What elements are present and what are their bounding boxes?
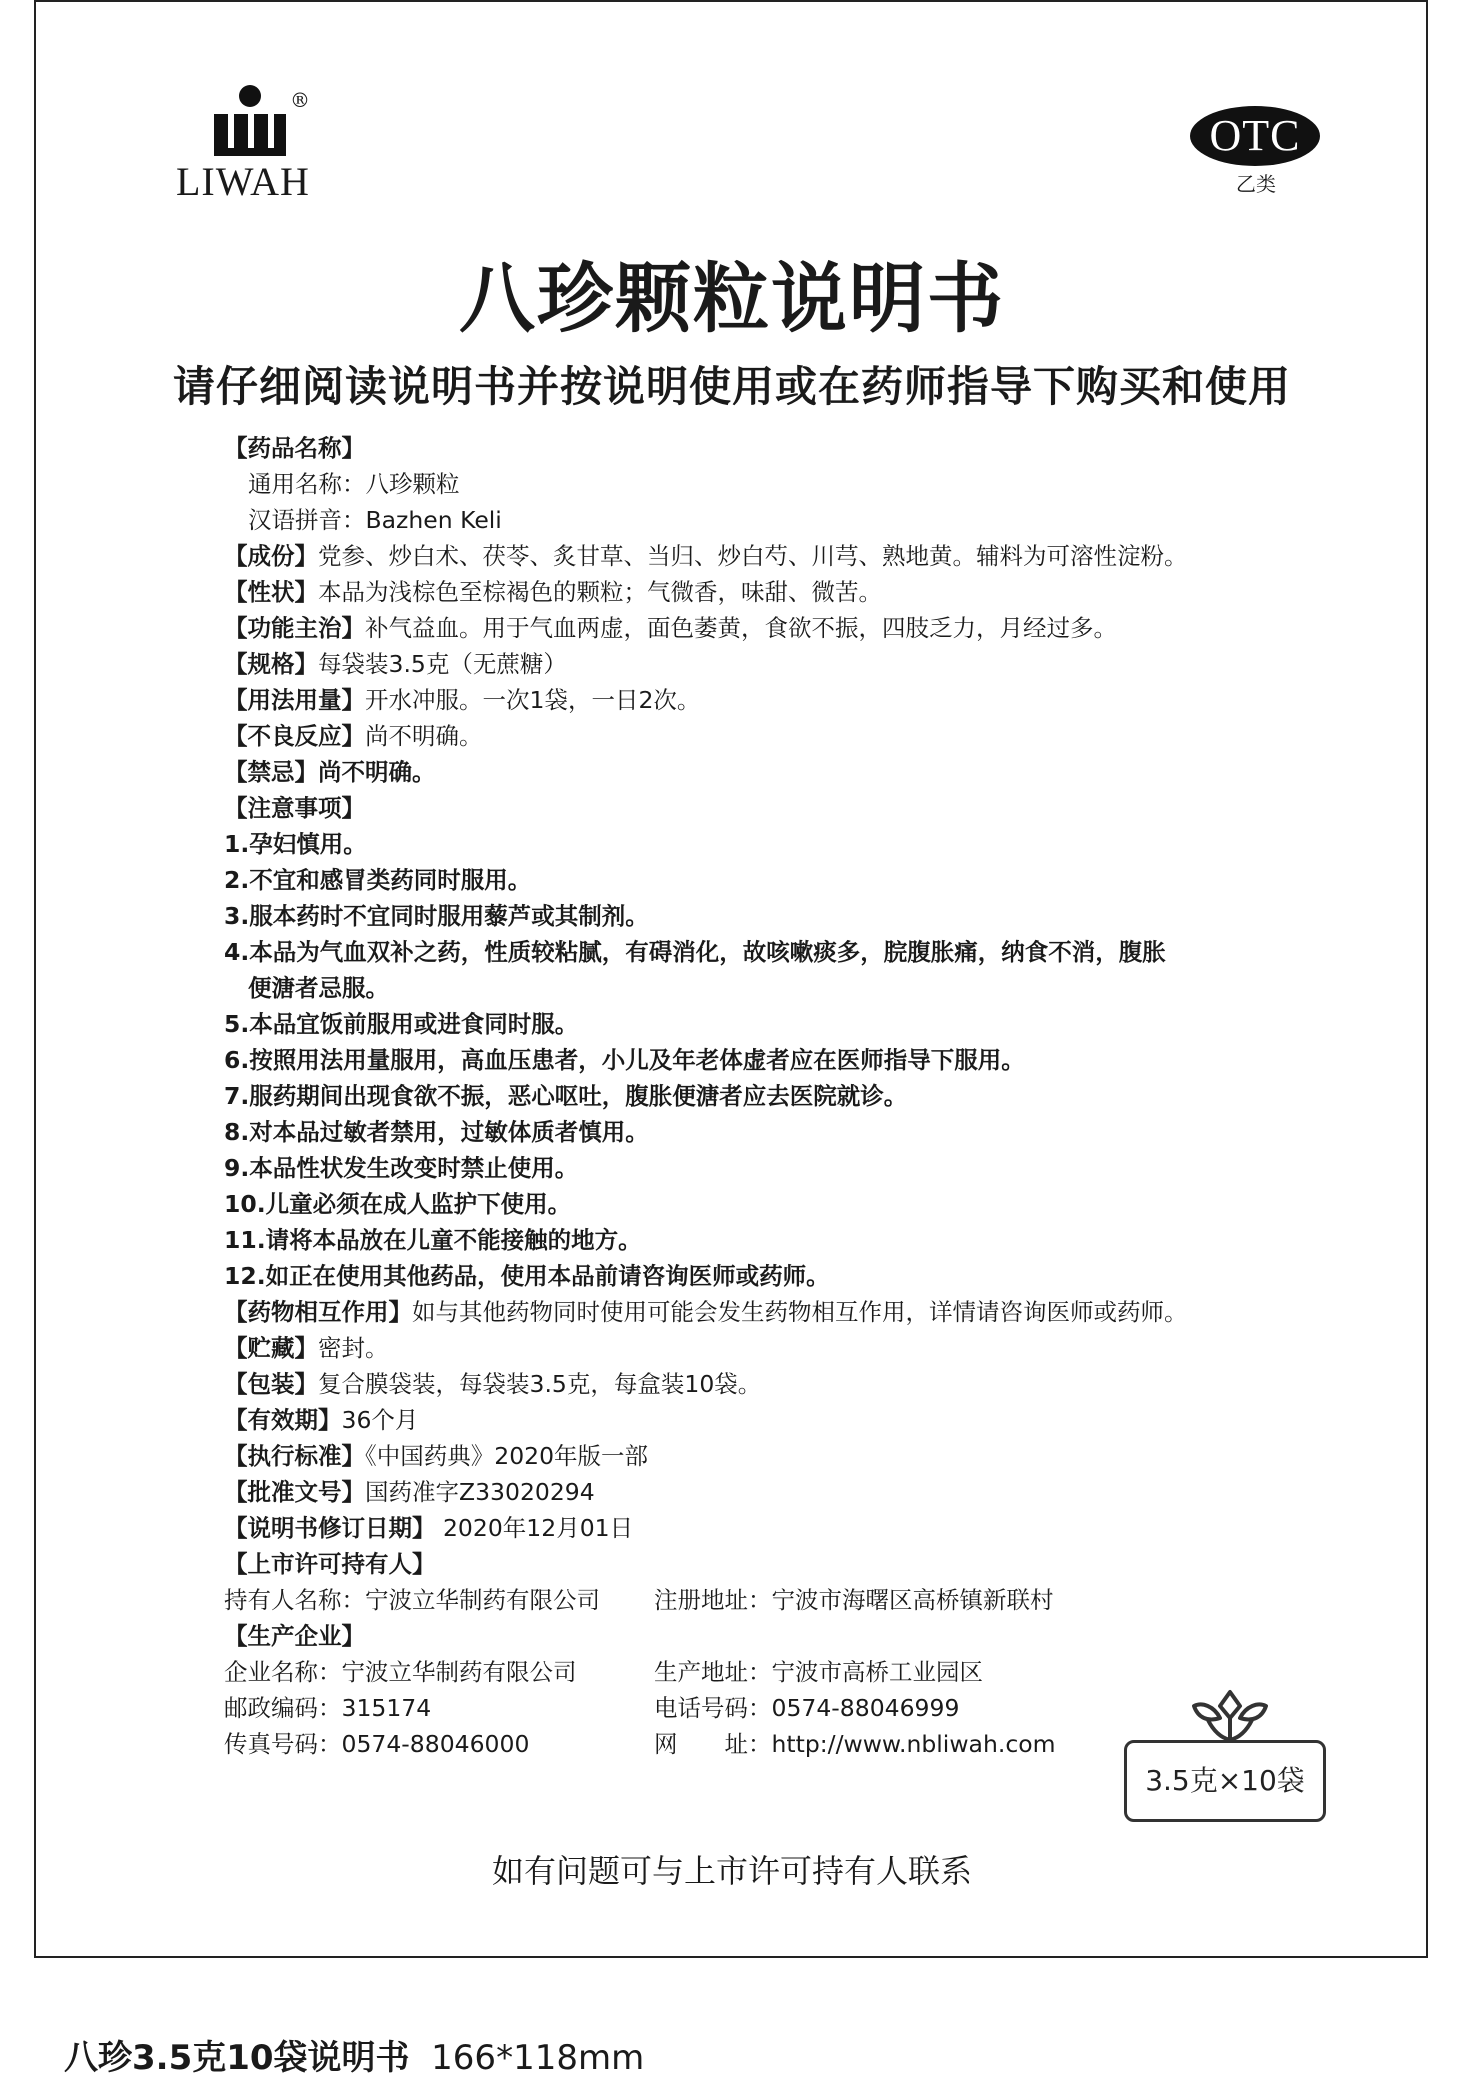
- holder-row: [224, 1582, 1264, 1618]
- generic-name: [224, 466, 1264, 502]
- ingredients-label: 【成份】: [224, 542, 318, 570]
- holder-address: 注册地址：宁波市海曙区高桥镇新联村: [654, 1586, 1054, 1614]
- fax: 传真号码：0574-88046000: [224, 1730, 530, 1758]
- standard: [224, 1438, 1264, 1474]
- precaution-item: 8.对本品过敏者禁用，过敏体质者慎用。: [224, 1118, 649, 1146]
- otc-label: OTC: [1190, 106, 1320, 166]
- dosage-label: 【用法用量】: [224, 686, 365, 714]
- specification: [224, 646, 1264, 682]
- pinyin-value: Bazhen Keli: [365, 506, 502, 534]
- otc-class: 乙类: [1236, 172, 1276, 196]
- precaution-item: 7.服药期间出现食欲不振，恶心呕吐，腹胀便溏者应去医院就诊。: [224, 1082, 908, 1110]
- generic-name-value: 八珍颗粒: [365, 470, 460, 498]
- contra-label: 【禁忌】: [224, 758, 318, 786]
- expiry-label: 【有效期】: [224, 1406, 342, 1434]
- indications-label: 【功能主治】: [224, 614, 365, 642]
- pinyin-name: [224, 502, 1264, 538]
- approval-value: 国药准字Z33020294: [365, 1478, 595, 1506]
- expiry: [224, 1402, 1264, 1438]
- otc-badge: [1190, 106, 1322, 196]
- pinyin-label: 汉语拼音：: [248, 506, 366, 534]
- standard-value: 《中国药典》2020年版一部: [365, 1442, 649, 1470]
- precaution-item: 5.本品宜饭前服用或进食同时服。: [224, 1010, 579, 1038]
- package-value: 复合膜袋装，每袋装3.5克，每盒装10袋。: [318, 1370, 762, 1398]
- interaction-value: 如与其他药物同时使用可能会发生药物相互作用，详情请咨询医师或药师。: [412, 1298, 1188, 1326]
- precaution-item: 3.服本药时不宜同时服用藜芦或其制剂。: [224, 902, 649, 930]
- registered-mark: ®: [290, 88, 310, 112]
- appearance-value: 本品为浅棕色至棕褐色的颗粒；气微香，味甜、微苦。: [318, 578, 882, 606]
- adverse-reactions: [224, 718, 1264, 754]
- manufacturer-name: 企业名称：宁波立华制药有限公司: [224, 1658, 577, 1686]
- storage-value: 密封。: [318, 1334, 389, 1362]
- contra-value: 尚不明确。: [318, 758, 436, 786]
- footnote-name: 八珍3.5克10袋说明书: [64, 2038, 410, 2078]
- precaution-item: 4.本品为气血双补之药，性质较粘腻，有碍消化，故咳嗽痰多，脘腹胀痛，纳食不消，腹胀: [224, 938, 1166, 966]
- contraindications: [224, 754, 1264, 790]
- manufacturer-address: 生产地址：宁波市高桥工业园区: [654, 1658, 983, 1686]
- precaution-item: 1.孕妇慎用。: [224, 830, 367, 858]
- precaution-item: 10.儿童必须在成人监护下使用。: [224, 1190, 572, 1218]
- contact-note: 如有问题可与上市许可持有人联系: [491, 1852, 972, 1890]
- contact-row: [224, 1690, 1264, 1726]
- indications-value: 补气益血。用于气血两虚，面色萎黄，食欲不振，四肢乏力，月经过多。: [365, 614, 1117, 642]
- expiry-value: 36个月: [341, 1406, 419, 1434]
- appearance-label: 【性状】: [224, 578, 318, 606]
- page-title: 八珍颗粒说明书: [459, 254, 1005, 343]
- package: [224, 1366, 1264, 1402]
- drug-interaction: [224, 1294, 1264, 1330]
- storage: [224, 1330, 1264, 1366]
- manufacturer-heading: 【生产企业】: [224, 1622, 365, 1650]
- ingredients: [224, 538, 1264, 574]
- precaution-item-continued: 便溏者忌服。: [248, 974, 389, 1002]
- dosage-value: 开水冲服。一次1袋，一日2次。: [365, 686, 701, 714]
- storage-label: 【贮藏】: [224, 1334, 318, 1362]
- precaution-item: 12.如正在使用其他药品，使用本品前请咨询医师或药师。: [224, 1262, 830, 1290]
- adverse-value: 尚不明确。: [365, 722, 483, 750]
- leaf-crown-icon: [1180, 1688, 1280, 1744]
- website[interactable]: 网 址：http://www.nbliwah.com: [654, 1730, 1056, 1758]
- page-subtitle: 请仔细阅读说明书并按说明使用或在药师指导下购买和使用: [172, 362, 1291, 411]
- logo-name: LIWAH: [176, 159, 310, 204]
- ingredients-value: 党参、炒白术、茯苓、炙甘草、当归、炒白芍、川芎、熟地黄。辅料为可溶性淀粉。: [318, 542, 1188, 570]
- leaflet-footnote: [64, 2030, 644, 2079]
- liwah-logo: [170, 82, 330, 202]
- package-label: 【包装】: [224, 1370, 318, 1398]
- dosage: [224, 682, 1264, 718]
- drug-name-heading: 【药品名称】: [224, 434, 365, 462]
- precaution-item: 2.不宜和感冒类药同时服用。: [224, 866, 532, 894]
- phone: 电话号码：0574-88046999: [654, 1694, 960, 1722]
- holder-name: 持有人名称：宁波立华制药有限公司: [224, 1586, 600, 1614]
- adverse-label: 【不良反应】: [224, 722, 365, 750]
- package-spec-label: 3.5克×10袋: [1124, 1740, 1326, 1822]
- postcode: 邮政编码：315174: [224, 1694, 432, 1722]
- leaflet-body: [224, 430, 1264, 1762]
- precautions-heading: 【注意事项】: [224, 794, 365, 822]
- precaution-item: 11.请将本品放在儿童不能接触的地方。: [224, 1226, 642, 1254]
- interaction-label: 【药物相互作用】: [224, 1298, 412, 1326]
- approval-label: 【批准文号】: [224, 1478, 365, 1506]
- spec-value: 每袋装3.5克（无蔗糖）: [318, 650, 567, 678]
- generic-name-label: 通用名称：: [248, 470, 366, 498]
- revision-value: 2020年12月01日: [442, 1514, 634, 1542]
- approval-number: [224, 1474, 1264, 1510]
- package-spec-icon: [1124, 1688, 1330, 1828]
- revision-date: [224, 1510, 1264, 1546]
- liwah-logo-mark-icon: [208, 82, 292, 162]
- manufacturer-row: [224, 1654, 1264, 1690]
- revision-label: 【说明书修订日期】: [224, 1514, 436, 1542]
- precaution-item: 9.本品性状发生改变时禁止使用。: [224, 1154, 579, 1182]
- indications: [224, 610, 1264, 646]
- precaution-item: 6.按照用法用量服用，高血压患者，小儿及年老体虚者应在医师指导下服用。: [224, 1046, 1025, 1074]
- standard-label: 【执行标准】: [224, 1442, 365, 1470]
- appearance: [224, 574, 1264, 610]
- fax-row: [224, 1726, 1264, 1762]
- footnote-size: 166*118mm: [431, 2038, 645, 2078]
- spec-label: 【规格】: [224, 650, 318, 678]
- holder-heading: 【上市许可持有人】: [224, 1550, 436, 1578]
